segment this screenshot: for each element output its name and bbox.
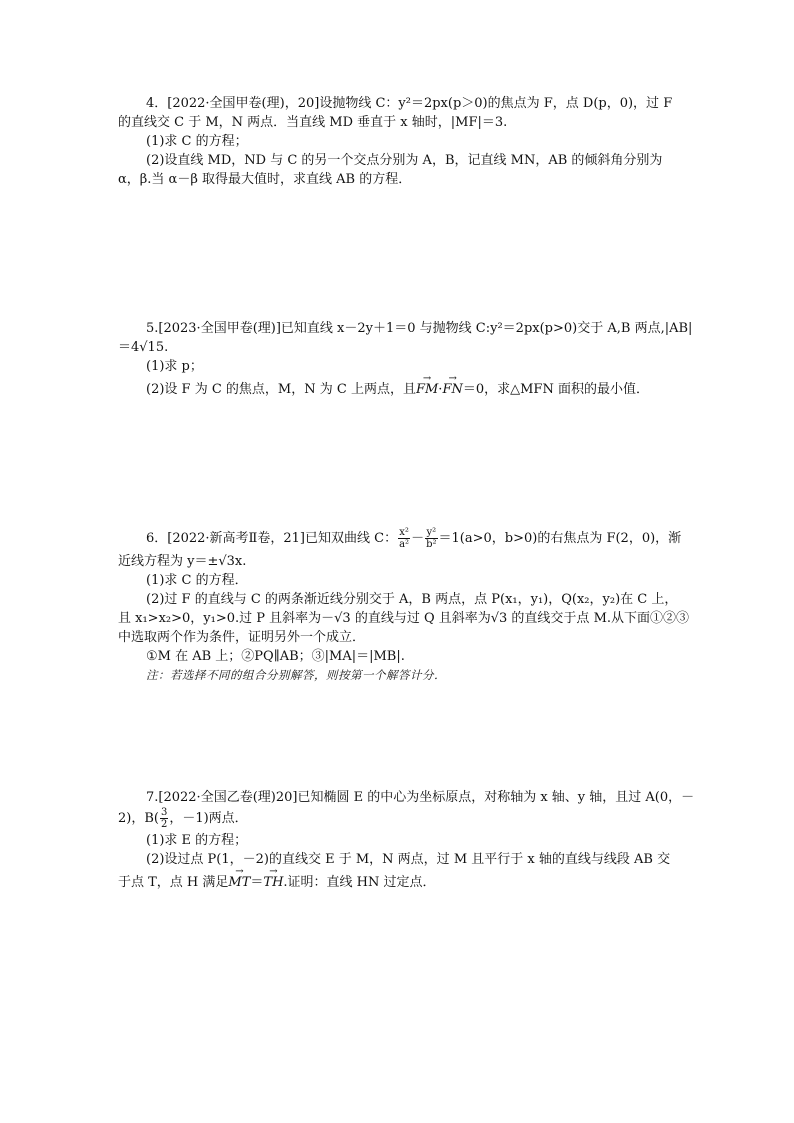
fraction-x2-a2 bbox=[398, 527, 410, 550]
problem-6-question-1: (1)求 C 的方程． bbox=[146, 573, 248, 588]
problem-5-question-2-prefix: (2)设 F 为 C 的焦点，M，N 为 C 上两点，且 bbox=[146, 382, 416, 397]
fraction-denominator: a² bbox=[399, 539, 410, 550]
problem-7-question-2-prefix: 于点 T，点 H 满足 bbox=[118, 875, 229, 890]
equals-sign: ＝ bbox=[250, 875, 264, 890]
problem-4 bbox=[118, 94, 683, 189]
dot-operator: · bbox=[438, 382, 443, 397]
problem-5-stem-line1: 5.[2023·全国甲卷(理)]已知直线 x－2y＋1＝0 与抛物线 C:y²＝2px(p>0)交于 A,B 两点,|AB| bbox=[146, 321, 693, 336]
vector-fn: → FN bbox=[442, 380, 462, 399]
fraction-y2-b2 bbox=[425, 527, 437, 550]
problem-6-note: 注：若选择不同的组合分别解答，则按第一个解答计分． bbox=[146, 668, 446, 682]
fraction-numerator: y² bbox=[426, 527, 437, 538]
problem-5-question-1: (1)求 p； bbox=[146, 359, 203, 374]
vector-mt: → MT bbox=[228, 873, 250, 892]
problem-4-question-2-line2: α，β.当 α－β 取得最大值时，求直线 AB 的方程． bbox=[118, 172, 412, 187]
fraction-denominator: 2 bbox=[160, 819, 168, 830]
problem-7 bbox=[118, 788, 695, 892]
fraction-3-2 bbox=[160, 807, 168, 830]
problem-4-question-2-line1: (2)设直线 MD，ND 与 C 的另一个交点分别为 A，B，记直线 MN，AB 的倾斜角分别为 bbox=[146, 153, 663, 168]
problem-7-stem-line2-prefix: 2)，B( bbox=[118, 811, 159, 826]
problem-7-stem-line1: 7.[2022·全国乙卷(理)20]已知椭圆 E 的中心为坐标原点，对称轴为 x 轴、y 轴，且过 A(0，－ bbox=[146, 790, 695, 805]
problem-6-stem-line2: 近线方程为 y＝±√3x. bbox=[118, 554, 247, 569]
problem-6-stem-line1 bbox=[118, 526, 683, 552]
problem-5-question-2-suffix: ＝0，求△MFN 面积的最小值． bbox=[462, 382, 649, 397]
problem-7-question-1: (1)求 E 的方程； bbox=[146, 833, 248, 848]
minus-sign: － bbox=[411, 531, 425, 546]
problem-6-question-2-line3: 中选取两个作为条件，证明另外一个成立． bbox=[118, 630, 366, 645]
problem-7-question-2-line2 bbox=[118, 873, 683, 892]
fraction-denominator: b² bbox=[426, 539, 437, 550]
problem-5-stem-line2: ＝4√15. bbox=[118, 340, 169, 355]
problem-7-stem-line2-suffix: ，－1)两点． bbox=[169, 811, 248, 826]
problem-5 bbox=[118, 319, 693, 399]
problem-4-stem-line2: 的直线交 C 于 M，N 两点．当直线 MD 垂直于 x 轴时，|MF|＝3. bbox=[118, 115, 508, 130]
problem-4-question-1: (1)求 C 的方程； bbox=[146, 134, 248, 149]
problem-7-question-2-line1: (2)设过点 P(1，－2)的直线交 E 于 M，N 两点，过 M 且平行于 x 轴的直线与线段 AB 交 bbox=[146, 852, 671, 867]
vector-th: → TH bbox=[263, 873, 283, 892]
problem-6-stem-suffix: ＝1(a>0，b>0)的右焦点为 F(2，0)，渐 bbox=[438, 531, 682, 546]
vector-fm: → FM bbox=[416, 380, 438, 399]
problem-6-stem-prefix: 6．[2022·新高考Ⅱ卷，21]已知双曲线 C： bbox=[146, 531, 398, 546]
fraction-numerator: 3 bbox=[160, 807, 168, 818]
problem-6-question-2-line2: 且 x₁>x₂>0，y₁>0.过 P 且斜率为－√3 的直线与过 Q 且斜率为√3 的直线交于点 M.从下面①②③ bbox=[118, 611, 690, 626]
problem-6-question-2-line1: (2)过 F 的直线与 C 的两条渐近线分别交于 A，B 两点，点 P(x₁，y₁)，Q(x₂，y₂)在 C 上， bbox=[146, 592, 678, 607]
problem-4-stem-line1: 4．[2022·全国甲卷(理)，20]设抛物线 C：y²＝2px(p＞0)的焦点为 F，点 D(p，0)，过 F bbox=[146, 96, 673, 111]
problem-6-conditions: ①M 在 AB 上；②PQ∥AB；③|MA|＝|MB|. bbox=[146, 649, 405, 664]
problem-5-question-2 bbox=[118, 380, 683, 399]
problem-7-question-2-suffix: .证明：直线 HN 过定点． bbox=[283, 875, 436, 890]
problem-6 bbox=[118, 526, 690, 685]
problem-7-stem-line2 bbox=[118, 807, 683, 831]
fraction-numerator: x² bbox=[399, 527, 409, 538]
